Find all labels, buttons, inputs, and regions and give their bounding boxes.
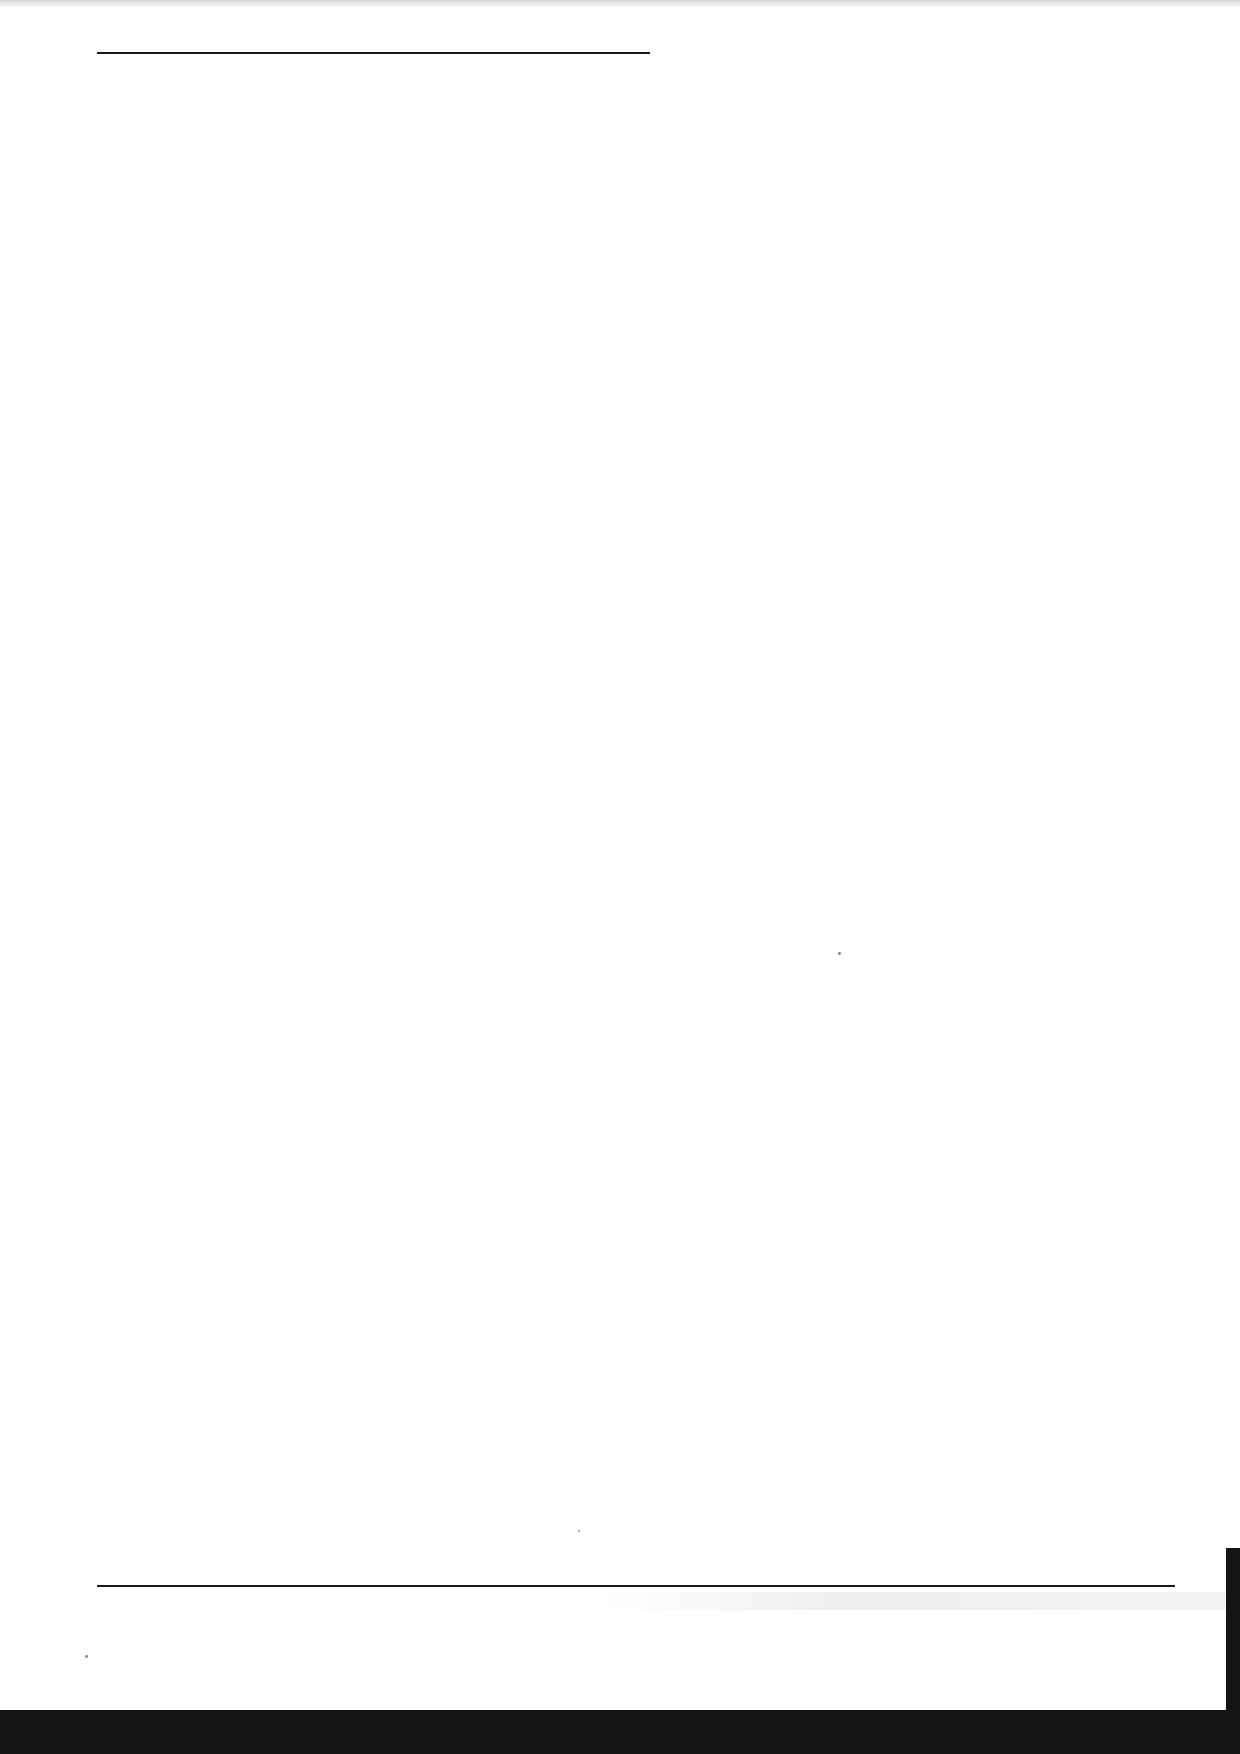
scan-shadow-bottom: [600, 1592, 1226, 1610]
scan-edge-bottom: [0, 1710, 1240, 1754]
scan-speck: [838, 952, 841, 955]
scan-speck: [578, 1530, 580, 1532]
scan-speck: [85, 1655, 88, 1658]
scan-shadow-top: [0, 0, 1240, 8]
header-rule: [97, 52, 650, 54]
scan-edge-right: [1226, 1548, 1240, 1718]
footer-rule: [97, 1585, 1175, 1587]
